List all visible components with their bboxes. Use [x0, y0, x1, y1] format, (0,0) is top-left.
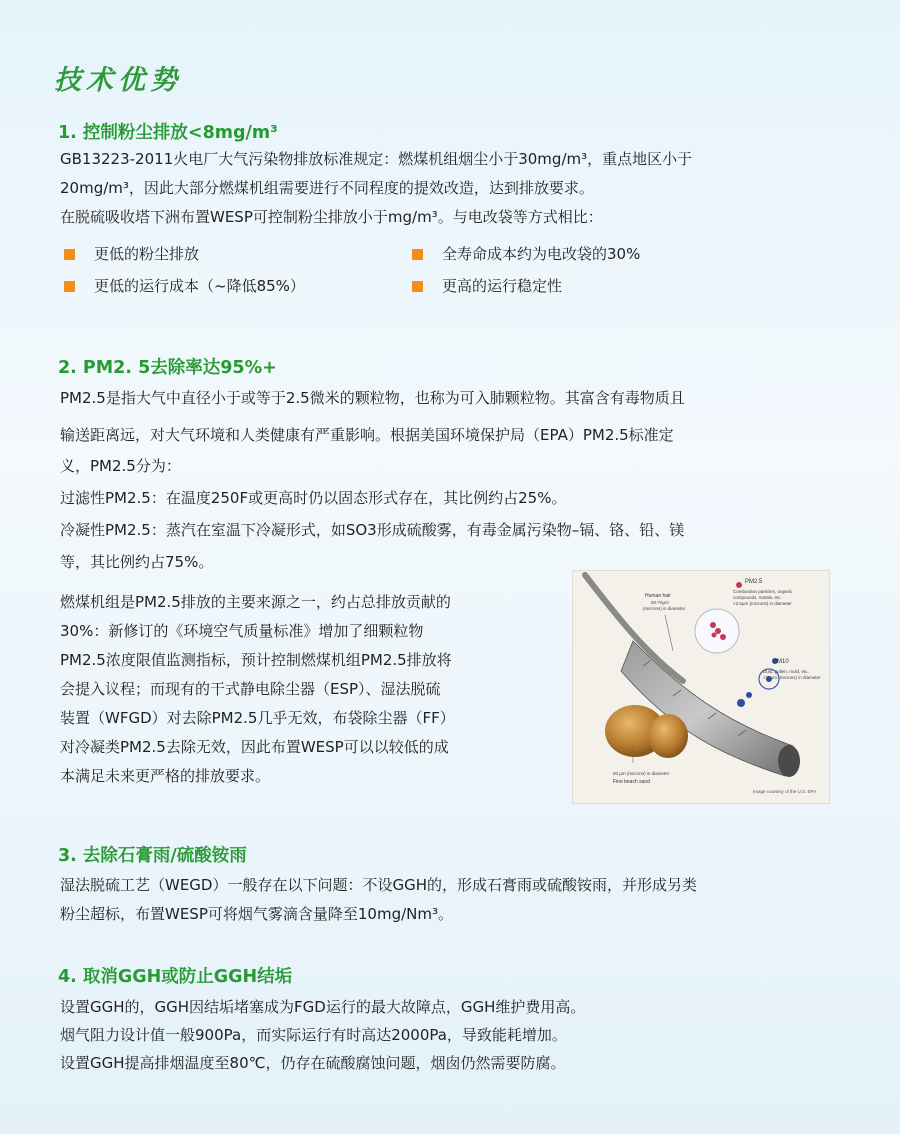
bullet-item: 更低的运行成本（~降低85%）: [64, 276, 305, 296]
section-2-text: PM2.5浓度限值监测指标，预计控制燃煤机组PM2.5排放将: [60, 651, 452, 669]
section-2-text: 30%：新修订的《环境空气质量标准》增加了细颗粒物: [60, 622, 424, 640]
section-4-text: 烟气阻力设计值一般900Pa，而实际运行有时高达2000Pa，导致能耗增加。: [60, 1026, 567, 1044]
section-3-text: 湿法脱硫工艺（WEGD）一般存在以下问题：不设GGH的，形成石膏雨或硫酸铵雨，并形成另类: [60, 876, 698, 894]
section-1-text: 在脱硫吸收塔下洲布置WESP可控制粉尘排放小于mg/m³。与电改袋等方式相比：: [60, 208, 603, 226]
bullet-item: 全寿命成本约为电改袋的30%: [412, 244, 640, 264]
section-2-heading: 2. PM2. 5去除率达95%+: [58, 358, 277, 378]
section-3-heading: 3. 去除石膏雨/硫酸铵雨: [58, 846, 247, 866]
bullet-square-icon: [64, 249, 75, 260]
section-3-text: 粉尘超标，布置WESP可将烟气雾滴含量降至10mg/Nm³。: [60, 905, 453, 923]
section-1-heading: 1. 控制粉尘排放<8mg/m³: [58, 123, 278, 143]
pm25-label: PM2.5: [745, 579, 763, 585]
section-2-text: 装置（WFGD）对去除PM2.5几乎无效，布袋除尘器（FF）: [60, 709, 455, 727]
section-1-text: 20mg/m³，因此大部分燃煤机组需要进行不同程度的提效改造，达到排放要求。: [60, 179, 594, 197]
hair-label-line: Human hair: [645, 593, 671, 599]
bullet-square-icon: [412, 249, 423, 260]
sand-label-line: Fine beach sand: [613, 779, 650, 785]
section-4-text: 设置GGH的，GGH因结垢堵塞成为FGD运行的最大故障点，GGH维护费用高。: [60, 998, 586, 1016]
bullet-square-icon: [412, 281, 423, 292]
pm25-desc-line: <2.5μm (microns) in diameter: [733, 601, 792, 606]
section-2-text: 等，其比例约占75%。: [60, 553, 214, 571]
particle-size-figure: [572, 570, 830, 804]
image-credit: Image courtesy of the U.S. EPA: [753, 789, 817, 794]
section-2-text: 冷凝性PM2.5：蒸汽在室温下冷凝形式，如SO3形成硫酸雾，有毒金属污染物–镉、铬、铅、镁: [60, 521, 685, 539]
section-2-text: 本满足未来更严格的排放要求。: [60, 767, 271, 785]
section-2-text: 燃煤机组是PM2.5排放的主要来源之一，约占总排放贡献的: [60, 593, 451, 611]
pm10-desc-line: <10μm (microns) in diameter: [763, 675, 821, 680]
hair-label-line: (microns) in diameter: [643, 606, 686, 611]
page-title: 技术优势: [54, 65, 182, 96]
hair-label-line: 50-70μm: [651, 600, 669, 605]
section-2-text: 输送距离远，对大气环境和人类健康有严重影响。根据美国环境保护局（EPA）PM2.5标准定: [60, 426, 674, 444]
sand-label-line: 90 μm (microns) in diameter: [613, 771, 670, 776]
pm25-desc-line: Combustion particles, organic: [733, 589, 793, 594]
pm25-desc-line: compounds, metals, etc.: [733, 595, 782, 600]
section-2-text: PM2.5是指大气中直径小于或等于2.5微米的颗粒物，也称为可入肺颗粒物。其富含有毒物质且: [60, 389, 685, 407]
section-2-text: 对冷凝类PM2.5去除无效，因此布置WESP可以以较低的成: [60, 738, 449, 756]
bullet-item: 更高的运行稳定性: [412, 276, 562, 296]
section-4-heading: 4. 取消GGH或防止GGH结垢: [58, 967, 293, 987]
pm10-desc-line: Dust, pollen, mold, etc.: [763, 669, 809, 674]
section-2-text: 义，PM2.5分为：: [60, 457, 181, 475]
bullet-square-icon: [64, 281, 75, 292]
section-4-text: 设置GGH提高排烟温度至80℃，仍存在硫酸腐蚀问题，烟囱仍然需要防腐。: [60, 1054, 566, 1072]
section-2-text: 会提入议程；而现有的干式静电除尘器（ESP）、湿法脱硫: [60, 680, 441, 698]
bullet-item: 更低的粉尘排放: [64, 244, 199, 264]
pm10-label: PM10: [773, 659, 789, 665]
section-2-text: 过滤性PM2.5：在温度250F或更高时仍以固态形式存在，其比例约占25%。: [60, 489, 567, 507]
section-1-text: GB13223-2011火电厂大气污染物排放标准规定：燃煤机组烟尘小于30mg/m³，重点地区小于: [60, 150, 693, 168]
